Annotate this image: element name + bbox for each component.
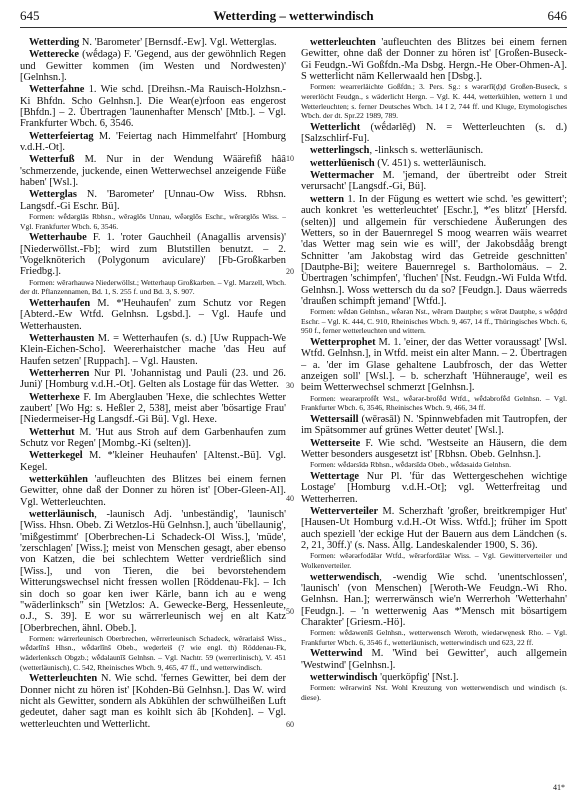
- dictionary-entry: [20, 673, 286, 730]
- entry-headword: wetterlingsch: [310, 145, 370, 157]
- dictionary-entry: [301, 194, 567, 307]
- entry-headword: Wetterseite: [310, 437, 361, 449]
- dictionary-entry: [20, 189, 286, 212]
- entry-definition: M. = Wetterhaufen (s. d.) [Uw Ruppach-We Klein-Eichen-Scho]. Weererhaistcher mache 'das Heu auf Haufen setzen' [Ruppach]. – Vgl. Hausten.: [20, 332, 286, 367]
- forms-text: Formen: wḗdəwenīš Gelnhsn., wetterwensch Weroth, wiedərwęnesk Rho. – Vgl. Frankfurter Wbch. 6, 3546 f., wetterläunisch, wetterwindisch und 623, 22 ff.: [301, 628, 567, 647]
- entry-definition: (wḗdəgə) F. 'Gegend, aus der gewöhnlich Regen und Gewitter kommen (im Westen und Nordwesten)' [Gelnhsn.].: [20, 49, 286, 84]
- header-rule: [20, 27, 567, 28]
- dictionary-entry: [20, 232, 286, 277]
- forms-text: Formen: wēərərfodālər Wtfd., wērərfordālər Wiss. – Vgl. Gewitterverteiler und Wolkenverteiler.: [301, 551, 567, 570]
- forms-note: [301, 460, 567, 470]
- entry-headword: Wettersaill: [310, 413, 359, 425]
- running-title: Wetterding – wetterwindisch: [213, 8, 374, 23]
- page-number-left: 645: [20, 8, 40, 23]
- entry-definition: 1. Wie schd. [Dreihsn.-Ma Rauisch-Holzhsn.-Ki Bhfdn. Scho Gelnhsn.]. Die Wear(e)rfoon eas engerost [Bhfdn.] – 2. Übertragen 'launenhafter Mensch' [Mtb.]. – Vgl. Frankfurter Wbch. 6, 3546.: [20, 84, 286, 130]
- entry-definition: 'aufleuchten des Blitzes bei einem fernen Gewitter, ohne daß der Donner zu hören ist' [Ober-Gleen-Al]. Vgl. Wetterleuchten.: [20, 474, 286, 508]
- entry-headword: Wetterprophet: [310, 337, 376, 349]
- entry-definition: F. 1. 'roter Gauchheil (Anagallis arvensis)' [Niederwöllst.-Fb]; wird zum Blutstillen benutzt. – 2. 'Vogelknöterich (Polygonum aviculare)' [Fb-Großkarben Friedbg.].: [20, 232, 286, 278]
- dictionary-entry: [20, 154, 286, 188]
- page-header: [20, 8, 567, 26]
- forms-text: Formen: wḗdən Gelnhsn., wḗərən Nst., wērərn Dautphe; s wērət Dautphe, s wḗḍḍrd Eschr. – Vgl. K. 444, C. 910, Rheinisches Wbch. 9, 467, 14 ff., Thüringisches Wbch. 6, 950 f., ferner wetterleuchten und wittern.: [301, 307, 567, 336]
- entry-definition: , -launisch Adj. 'unbeständig', 'launisch' [Wiss. Hhsn. Obeb. Zi Wetzlos-Hü Gelnhsn.], auch 'übellaunig', 'mißgestimmt' [Oberbrechen-Li Schadeck-Ol Wiss.], 'müde', 'zerschlagen' [Wiss.]; meist von Menschen gesagt, aber ebenso von Katzen, die bei schlechtem Wetter verdrießlich sind [Wiss.], und von Tieren, die bei bevorstehendem Witterungswechsel nicht fressen wollen [Röddenau-Fk]. – Ich sin doch so goar ken iwer Kärle, bann ich au e weng "wäderlinksch" sin [Wetzlos: A. Gewecke-Berg, Hessenleute, o.J., S. 39]. E wor su wärrerleunisch wej en alt Katz [Oberbrechen, ähnl. Obeb.].: [20, 509, 286, 634]
- entry-headword: Wetterecke: [29, 49, 79, 61]
- forms-text: Formen: wērərhauwə Niederwöllst.; Wetterhaup Großkarben. – Vgl. Marzell, Wbch. der dt. Pflanzennamen, Bd. 1, S. 255 f. und Bd. 3, S. 907.: [20, 277, 286, 297]
- entry-headword: Wetterfeiertag: [29, 130, 94, 142]
- dictionary-entry: [20, 450, 286, 473]
- entry-headword: Wetterwind: [310, 648, 363, 660]
- entry-headword: wetterleuchten: [310, 37, 376, 48]
- forms-note: [301, 551, 567, 570]
- entry-definition: N. 'Barometer' [Unnau-Ow Wiss. Rbhsn. Langsdf.-Gi Eschr. Bü].: [20, 189, 286, 212]
- page-number-right: 646: [547, 8, 567, 23]
- dictionary-entry: [301, 145, 567, 156]
- dictionary-entry: [301, 471, 567, 505]
- forms-note: [301, 628, 567, 647]
- forms-text: Formen: wḗdərsīdə Rbhsn., wḗdərsīdə Obeb., wḗdəsaidə Gelnhsn.: [310, 460, 511, 470]
- line-number: 60: [286, 720, 294, 729]
- entry-definition: M. Nur in der Wendung Wäärefiß hââ 'schmerzende, juckende, einen Wetterwechsel anzeigende Füße haben' [Wsl.].: [20, 154, 286, 189]
- entry-headword: Wetterding: [29, 37, 80, 48]
- forms-note: [20, 212, 286, 231]
- entry-headword: wettern: [310, 193, 345, 205]
- entry-headword: Wettermacher: [310, 170, 375, 182]
- dictionary-entry: [20, 427, 286, 450]
- dictionary-entry: [301, 572, 567, 629]
- entry-definition: , -linksch s. wetterläunisch.: [369, 145, 484, 157]
- entry-definition: F. Im Aberglauben 'Hexe, die schlechtes Wetter zaubert' [Wo Hg: s. Heßler 2, 538], meist aber 'bösartige Frau' [Niedermeiser-Hg Langsdf.-Gi Bü]. Vgl. Hexe.: [20, 391, 286, 426]
- entry-headword: Wetterleuchten: [29, 673, 98, 685]
- entry-headword: Wetterhexe: [29, 391, 80, 403]
- line-number: 30: [286, 381, 294, 390]
- entry-definition: M. 1. 'einer, der das Wetter voraussagt' [Wsl. Wtfd. Gelnhsn.], in Wtfd. meist ein alter Mann. – 2. Übertragen – a. 'der im Glase gehaltene Laubfrosch, der das Wetter anzeigen soll' [Wsl.]. – b. scherzhaft 'Hühnerauge', weil es beim Wetterwechsel schmerzt [Gelnhsn.].: [301, 337, 567, 394]
- entry-definition: M. Scherzhaft 'großer, breitkrempiger Hut' [Hausen-Ut Homburg v.d.H.-Ot Wiss. Wtfd.]; früher im Spott auch speziell 'der eckige Hut der Bauern aus dem Ländchen (s. 2, 21, 30ff.)' (s. Nass. Allg. Landeskalender 1900, S. 36).: [301, 505, 567, 551]
- entry-headword: wetterlüenisch: [310, 157, 375, 169]
- signature-mark: 41*: [553, 783, 565, 792]
- entry-definition: N. Wie schd. 'fernes Gewitter, bei dem der Donner nicht zu hören ist' [Kohden-Bü Gelnhsn.]. Das W. wird nicht als Gewitter, sondern als Abkühlen der schwülheißen Luft gedeutet, daher sagt man es koihlt sich âb [Kohden]. – Vgl. wetterleuchten und Wetterlicht.: [20, 673, 286, 730]
- forms-note: [301, 82, 567, 120]
- entry-definition: M. *'kleiner Heuhaufen' [Altenst.-Bü]. Vgl. Kegel.: [20, 450, 286, 473]
- line-number: 10: [286, 154, 294, 163]
- entry-definition: (wērəsāl) N. 'Spinnwebfaden mit Tautropfen, der im Spätsommer auf grünes Wetter deutet' [Wsl.].: [301, 413, 567, 437]
- entry-definition: F. Wie schd. 'Westseite an Häusern, die dem Wetter besonders ausgesetzt ist' [Rbhsn. Obeb. Gelnhsn.].: [301, 437, 567, 460]
- forms-text: Formen: wḗdərglās Rbhsn., wērəglōs Unnau, wḗərglōs Eschr., wērərglōs Wiss. – Vgl. Frankfurter Wbch. 6, 3546.: [20, 212, 286, 231]
- forms-note: [20, 278, 286, 297]
- dictionary-entry: [20, 392, 286, 426]
- dictionary-entry: [20, 509, 286, 634]
- forms-note: [301, 683, 567, 702]
- entry-definition: M. 'Wind bei Gewitter', auch allgemein 'Westwind' [Gelnhsn.].: [301, 648, 567, 671]
- entry-definition: M. 'Feiertag nach Himmelfahrt' [Homburg v.d.H.-Ot].: [20, 130, 286, 154]
- dictionary-entry: [20, 49, 286, 83]
- dictionary-entry: [301, 672, 567, 683]
- dictionary-entry: [301, 170, 567, 193]
- entry-headword: Wetterfuß: [29, 154, 75, 166]
- forms-text: Formen: wearərprofḗt Wsl., wḗərər-brofḗd Wtfd., wḗdəbrofḗd Gelnhsn. – Vgl. Frankfurter Wbch. 6, 3546, Rheinisches Wbch. 9, 466, 34 ff.: [301, 393, 567, 413]
- entry-definition: 'aufleuchten des Blitzes bei einem fernen Gewitter, ohne daß der Donner zu hören ist' [Großen-Buseck-Gi Feudgn.-Wi Goßfdn.-Ma Dsbg. Hergn.-He Ober-Ohmen-A]. S wetterlicht näm Kellerwaald hen [Dsbg.].: [301, 37, 567, 83]
- entry-headword: Wetterhut: [29, 426, 75, 438]
- entry-headword: Wetterfahne: [29, 84, 85, 96]
- entry-definition: 1. In der Fügung es wettert wie schd. 'es gewittert'; auch konkret 'es wetterleuchtet' [Eschr.], *'es blitzt' [Hersfd. (selten)] und allgemein für verschiedene Äußerungen des Wetters, so in der Bauernregel S moog wearren wäis wearret 'das Wetter mag sein wie es will', der Jakobsdååg brengt Schnitter 'am Jakobstag wird das Getreide geschnitten' [Dautphe-Bi]; weitere Bauernregel s. Bartholomäus. – 2. Übertragen 'schimpfen', 'fluchen' [Nst. Feudgn.-Wi Fulda Wtfd. Gelnhsn.]. Woss wettersch du da so? [Feudgn.]. Daus wäerreds 'draußen schimpft jemand' [Wtfd.].: [301, 193, 567, 307]
- entry-headword: Wetterhaube: [29, 232, 87, 244]
- dictionary-entry: [301, 414, 567, 437]
- entry-headword: Wetterherren: [29, 367, 90, 379]
- entry-headword: wetterkühlen: [29, 474, 88, 486]
- forms-note: [20, 634, 286, 672]
- forms-text: Formen: wärrerleunisch Oberbrechen, wērrerleunisch Schadeck, wērərlaisš Wiss., wḗdərlīnš Hhsn., wḗdərlīnš Obeb., weḍerleiš (? wie engl. th) Röddenau-Fk, wäderlenksch Obgzb.; wḗdəlaunīš Gelnhsn. – Vgl. Nachtr. 59 (werrerlinisch), V. 451 (wetterläunisch), C. 542, Rheinisches Wbch. 9, 465, 47 ff., und wetterwindisch.: [20, 633, 286, 672]
- line-number: 20: [286, 267, 294, 276]
- dictionary-entry: [301, 337, 567, 394]
- dictionary-entry: [20, 333, 286, 367]
- entry-definition: (wḗdərlēḍ) N. = Wetterleuchten (s. d.) [Salzschlirf-Fu].: [301, 121, 567, 145]
- entry-definition: M. 'jemand, der übertreibt oder Streit verursacht' [Langsdf.-Gi, Bü].: [301, 170, 567, 193]
- dictionary-entry: [301, 122, 567, 145]
- dictionary-entry: [20, 84, 286, 129]
- entry-headword: Wetterverteiler: [310, 505, 379, 517]
- left-column: [20, 36, 286, 776]
- dictionary-entry: [20, 131, 286, 154]
- dictionary-entry: [301, 438, 567, 461]
- dictionary-entry: [20, 474, 286, 508]
- forms-note: [301, 307, 567, 336]
- entry-definition: , -wendig Wie schd. 'unentschlossen', 'launisch' (von Menschen) [Weroth-We Feudgn.-Wi Rho. Gelnhsn. Han.]; werrerwänsch wie'n Werrerhoh 'Wetterhahn' [Feudgn.]. – 'n wetterwenig Aas *'Mensch mit bösartigem Charakter' [Griesm.-Hö].: [301, 571, 567, 628]
- entry-headword: wetterwindisch: [310, 672, 378, 684]
- forms-text: Formen: wērərwinš Nst. Wohl Kreuzung von wetterwendisch und windisch (s. diese).: [301, 683, 567, 703]
- forms-note: [301, 394, 567, 413]
- entry-headword: Wetterlicht: [310, 121, 361, 133]
- entry-headword: Wetterhaufen: [29, 297, 91, 309]
- entry-definition: 'querköpfig' [Nst.].: [377, 672, 459, 684]
- dictionary-entry: [301, 37, 567, 82]
- dictionary-entry: [20, 368, 286, 391]
- entry-headword: Wettertage: [310, 470, 360, 482]
- entry-headword: Wetterhausten: [29, 332, 95, 344]
- line-number: 40: [286, 494, 294, 503]
- entry-definition: Nur Pl. 'Johannistag und Pauli (23. und 26. Juni)' [Homburg v.d.H.-Ot]. Gelten als Lostage für das Wetter.: [20, 367, 286, 391]
- dictionary-entry: [20, 37, 286, 48]
- entry-headword: Wetterglas: [29, 189, 77, 201]
- line-number: 50: [286, 607, 294, 616]
- entry-definition: Nur Pl. 'für das Wettergeschehen wichtige Lostage' [Homburg v.d.H.-Ot]; vgl. Wetterfreitag und Wetterherren.: [301, 470, 567, 505]
- dictionary-entry: [301, 648, 567, 671]
- right-column: [301, 36, 567, 776]
- entry-headword: wetterwendisch: [310, 571, 380, 583]
- dictionary-entry: [20, 298, 286, 332]
- entry-definition: M. 'Hut aus Stroh auf dem Garbenhaufen zum Schutz vor Regen' [Mombg.-Ki (selten)].: [20, 426, 286, 450]
- entry-definition: N. 'Barometer' [Bernsdf.-Ew]. Vgl. Wetterglas.: [79, 37, 277, 48]
- entry-headword: wetterläunisch: [29, 509, 95, 521]
- dictionary-entry: [301, 506, 567, 551]
- entry-definition: M. *'Heuhaufen' zum Schutz vor Regen [Abterd.-Ew Wtfd. Gelnhsn. Lgsbd.]. – Vgl. Haufe und Wetterhausten.: [20, 297, 286, 332]
- forms-text: Formen: wearrerläichte Goßfdn.; 3. Pers. Sg.: s wərərlī(ḍ)ḍ Großen-Buseck, s wererlöcht Feudgn., s wäderlicht Hergn. – Vgl. K. 444, wetterkühlen, wettern 1 und Wetterleuchten; s. ferner Deutsches Wbch. 14 I 2, 744 ff. und Kluge, Etymologisches Wbch. der dt. Spr.22 1989, 789.: [301, 82, 567, 121]
- entry-headword: Wetterkegel: [29, 450, 83, 462]
- entry-definition: (V. 451) s. wetterläunisch.: [374, 157, 487, 169]
- dictionary-entry: [301, 158, 567, 169]
